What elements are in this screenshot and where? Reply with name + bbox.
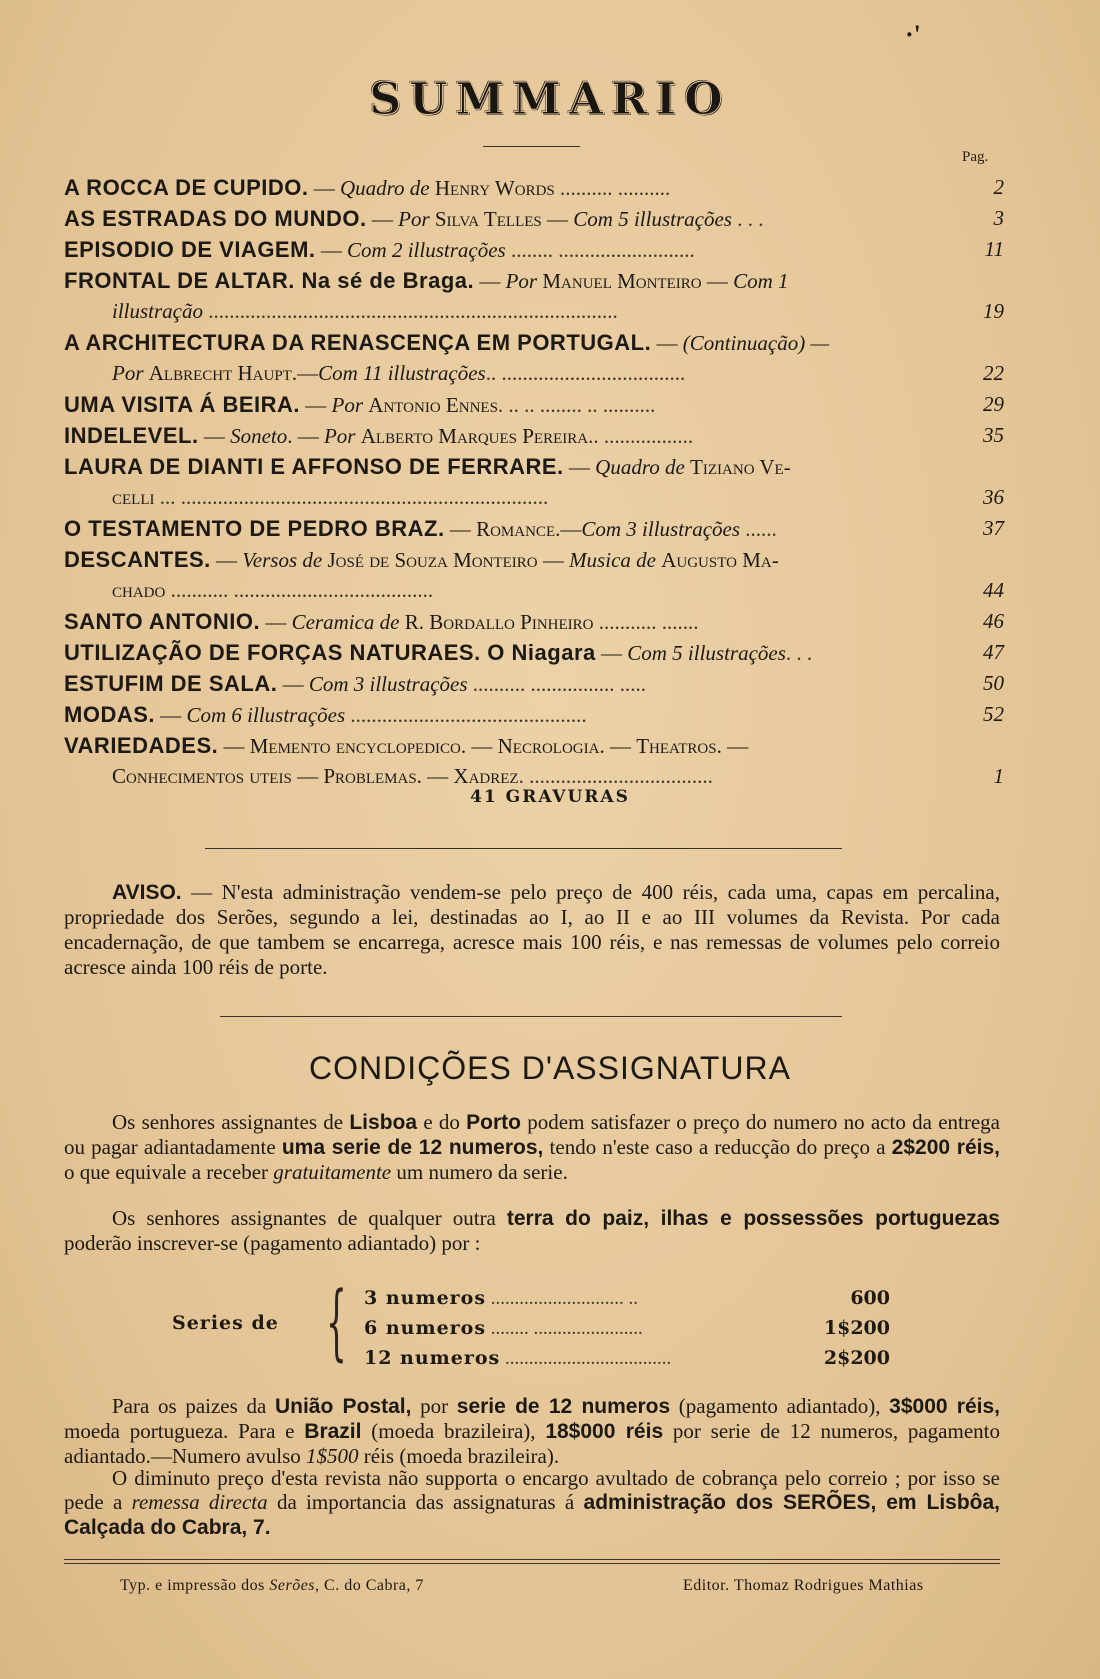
text-run: VARIEDADES. [64, 733, 219, 758]
text-run: 2$200 réis, [891, 1136, 1000, 1159]
aviso-notice [64, 880, 1000, 980]
series-quantity: 3 numeros [364, 1287, 487, 1309]
text-run: Por [505, 269, 543, 293]
text-run: (Continuação) — [682, 331, 830, 355]
series-price: 1$200 [823, 1317, 890, 1339]
text-run: Tiziano Ve- [690, 455, 791, 479]
text-run: por serie de 12 numeros, pagamento adiantado.—Numero avulso [64, 1419, 1000, 1468]
toc-page-number: 3 [993, 206, 1004, 230]
text-run: INDELEVEL. [64, 423, 199, 448]
text-run: Albrecht Haupt [148, 361, 292, 385]
toc-entry-continuation [64, 358, 1004, 389]
gravuras-count: 41 GRAVURAS [470, 787, 630, 807]
text-run: .. ................. [588, 424, 694, 448]
text-run: Soneto [230, 424, 288, 448]
toc-page-number: 2 [993, 175, 1004, 199]
text-run: — [651, 331, 683, 355]
leader-dots: ........ ....................... [486, 1318, 643, 1339]
toc-entry [64, 668, 1004, 699]
toc-entry [64, 513, 1004, 544]
text-run: — [300, 393, 332, 417]
text-run: Romance [476, 517, 556, 541]
text-run: Com 5 illustrações [627, 641, 786, 665]
toc-page-number: 46 [983, 609, 1004, 633]
toc-page-number: 37 [983, 516, 1004, 540]
text-run: ...... [740, 517, 777, 541]
toc-page-number: 35 [983, 423, 1004, 447]
toc-entry [64, 327, 1004, 358]
text-run: (pagamento adiantado), [670, 1394, 890, 1418]
text-run: .— [555, 517, 582, 541]
text-run: . — [599, 734, 637, 758]
toc-entry [64, 265, 1004, 296]
text-run: Serões [269, 1577, 316, 1594]
toc-entry [64, 172, 1004, 203]
text-run: Brazil [304, 1420, 362, 1443]
toc-entry [64, 203, 1004, 234]
text-run: Quadro de [340, 176, 435, 200]
text-run: Ceramica de [291, 610, 405, 634]
text-run: — [315, 238, 348, 262]
text-run: o que equivale a receber [64, 1160, 274, 1184]
text-run: — [218, 734, 250, 758]
toc-entry [64, 420, 1004, 451]
text-run: José de Souza Monteiro [327, 548, 538, 572]
text-run: e do [417, 1110, 467, 1134]
conditions-title: CONDIÇÕES D'ASSIGNATURA [309, 1050, 791, 1086]
divider [205, 848, 842, 849]
footer-editor: Editor. Thomaz Rodrigues Mathias [683, 1577, 924, 1594]
divider [220, 1016, 842, 1017]
text-run: .............................................................................. [203, 299, 618, 323]
text-run: . — [416, 764, 454, 788]
conditions-paragraph [64, 1110, 1000, 1184]
leader-dots: ............................ .. [486, 1288, 639, 1309]
text-run: tendo n'este caso a reducção do preço a [543, 1135, 892, 1159]
toc-entry [64, 699, 1004, 730]
toc-entry-continuation [64, 482, 1004, 513]
series-price: 600 [850, 1287, 890, 1309]
toc-page-number: 47 [983, 640, 1004, 664]
text-run: AS ESTRADAS DO MUNDO. [64, 206, 367, 231]
text-run: — [260, 610, 292, 634]
text-run: . — [287, 424, 324, 448]
text-run: — [291, 764, 324, 788]
toc-page-number: 1 [993, 764, 1004, 788]
toc-page-number: 44 [983, 578, 1004, 602]
toc-entry [64, 389, 1004, 420]
toc-entry [64, 730, 1004, 761]
text-run: .. ................................... [485, 361, 686, 385]
text-run: . — [716, 734, 749, 758]
series-quantity: 12 numeros [364, 1347, 501, 1369]
text-run: Alberto Marques Pereira [360, 424, 589, 448]
text-run: Silva Telles [434, 207, 542, 231]
text-run: Theatros [636, 734, 717, 758]
toc-page-number: 19 [983, 299, 1004, 323]
page-title: SUMMARIO [369, 74, 731, 125]
corner-mark: ·' [905, 20, 921, 49]
text-run: — [537, 548, 570, 572]
toc-entry-continuation [64, 575, 1004, 606]
text-run: A ARCHITECTURA DA RENASCENÇA EM PORTUGAL. [64, 330, 652, 355]
text-run: Os senhores assignantes de qualquer outra [112, 1206, 507, 1230]
text-run: Memento encyclopedico [249, 734, 461, 758]
text-run: Antonio Ennes [368, 393, 498, 417]
paragraph-text [64, 1206, 1000, 1255]
divider [64, 1563, 1000, 1564]
text-run: Com 2 illustrações [347, 238, 506, 262]
text-run: Porto [466, 1111, 521, 1134]
brace: { [326, 1275, 347, 1370]
series-row [364, 1313, 890, 1343]
text-run: Manuel Monteiro [542, 269, 702, 293]
text-run: Por [323, 424, 361, 448]
leader-dots: ................................... [500, 1348, 672, 1369]
text-run: — [198, 424, 231, 448]
series-label: Series de [172, 1312, 279, 1334]
paragraph-text [64, 1110, 1000, 1184]
conditions-paragraph [64, 1394, 1000, 1468]
text-run: MODAS. [64, 702, 155, 727]
text-run: UMA VISITA Á BEIRA. [64, 392, 301, 417]
text-run: poderão inscrever-se (pagamento adiantado) por : [64, 1231, 481, 1255]
text-run: .......... .......... [554, 176, 671, 200]
text-run: Xadrez [453, 764, 519, 788]
text-run: A ROCCA DE CUPIDO. [64, 175, 309, 200]
text-run: Conhecimentos uteis [112, 764, 292, 788]
text-run: EPISODIO DE VIAGEM. [64, 237, 316, 262]
text-run: ... ...................................................................... [154, 485, 549, 509]
text-run: SANTO ANTONIO. [64, 609, 261, 634]
text-run: — N'esta administração vendem-se pelo preço de 400 réis, cada uma, capas em percalina, propriedade dos Serões, segundo a lei, destinadas ao I, ao II e ao III volumes da Revista. Por cada encadernação, de que tambem se encarrega, acresce mais 100 réis, e nas remessas de volumes pelo correio acresce ainda 100 réis de porte. [64, 880, 1000, 979]
text-run: Para os paizes da [112, 1394, 275, 1418]
text-run: Musica de [569, 548, 662, 572]
divider [64, 1559, 1000, 1560]
text-run: Versos de [242, 548, 328, 572]
text-run: — [541, 207, 574, 231]
text-run: por [411, 1394, 457, 1418]
text-run: — [563, 455, 596, 479]
title-rule [483, 146, 580, 147]
text-run: União Postal, [274, 1395, 412, 1418]
toc-page-number: 11 [984, 237, 1004, 261]
text-run: Com 1 [733, 269, 789, 293]
text-run: uma serie de 12 numeros, [281, 1136, 544, 1159]
text-run: . . . [731, 207, 764, 231]
series-row [364, 1343, 890, 1373]
text-run: Augusto Ma- [661, 548, 779, 572]
text-run: Com 6 illustrações [186, 703, 346, 727]
text-run: Typ. e impressão dos [120, 1577, 270, 1594]
text-run: (moeda brazileira), [361, 1419, 546, 1443]
text-run: administração dos SERÕES, em Lisbôa, Calçada do Cabra, 7. [64, 1491, 1000, 1539]
text-run: ESTUFIM DE SALA. [64, 671, 278, 696]
text-run: — [444, 517, 477, 541]
toc-page-number: 50 [983, 671, 1004, 695]
series-price: 2$200 [823, 1347, 890, 1369]
text-run: . — [460, 734, 498, 758]
text-run: Necrologia [497, 734, 600, 758]
text-run: .......... ................ ..... [467, 672, 647, 696]
text-run: — [308, 176, 340, 200]
text-run: .— [291, 361, 319, 385]
text-run: réis (moeda brazileira). [358, 1444, 560, 1468]
text-run: moeda portugueza. Para e [64, 1419, 305, 1443]
text-run: ........ .......................... [505, 238, 695, 262]
text-run: Henry Words [434, 176, 555, 200]
text-run: 1$500 [306, 1444, 359, 1468]
text-run: Por [112, 361, 149, 385]
paragraph-text [64, 1466, 1000, 1540]
text-run: um numero da serie. [391, 1160, 568, 1184]
text-run: Por [398, 207, 435, 231]
text-run: Com 5 illustrações [573, 207, 732, 231]
text-run: Os senhores assignantes de [112, 1110, 350, 1134]
text-run: chado [112, 578, 166, 602]
toc-page-number: 22 [983, 361, 1004, 385]
text-run: Problemas [323, 764, 417, 788]
text-run: . .. .. ........ .. .......... [497, 393, 656, 417]
series-quantity: 6 numeros [364, 1317, 487, 1339]
pag-label: Pag. [962, 149, 989, 165]
text-run: , C. do Cabra, 7 [315, 1577, 424, 1594]
toc-entry [64, 637, 1004, 668]
text-run: — [277, 672, 309, 696]
text-run: . ................................... [518, 764, 713, 788]
text-run: 3$000 réis, [889, 1395, 1001, 1418]
text-run: serie de 12 numeros [456, 1395, 671, 1418]
text-run: DESCANTES. [64, 547, 211, 572]
text-run: 18$000 réis [545, 1420, 664, 1443]
text-run: LAURA DE DIANTI E AFFONSO DE FERRARE. [64, 454, 564, 479]
text-run: Lisboa [349, 1111, 418, 1134]
text-run: — [210, 548, 243, 572]
text-run: Com 3 illustrações [308, 672, 468, 696]
conditions-paragraph [64, 1466, 1000, 1540]
text-run: illustração [112, 299, 204, 323]
text-run: ........... ...................................... [165, 578, 434, 602]
text-run: O TESTAMENTO DE PEDRO BRAZ. [64, 516, 445, 541]
text-run: celli [112, 485, 155, 509]
toc-entry [64, 451, 1004, 482]
text-run: FRONTAL DE ALTAR. Na sé de Braga. [64, 268, 475, 293]
toc-entry [64, 544, 1004, 575]
text-run: remessa directa [131, 1490, 268, 1514]
text-run: terra do paiz, ilhas e possessões portuguezas [506, 1207, 1000, 1230]
text-run: Com 11 illustrações [318, 361, 486, 385]
text-run: Com 3 illustrações [581, 517, 741, 541]
text-run: — [701, 269, 734, 293]
text-run: — [474, 269, 506, 293]
toc-page-number: 29 [983, 392, 1004, 416]
toc-page-number: 36 [983, 485, 1004, 509]
text-run: UTILIZAÇÃO DE FORÇAS NATURAES. O Niagara [64, 640, 596, 665]
text-run: da importancia das assignaturas á [267, 1490, 584, 1514]
text-run: gratuitamente [273, 1160, 392, 1184]
paragraph-text [64, 1394, 1000, 1468]
text-run: Por [331, 393, 369, 417]
text-run: R. Bordallo Pinheiro [404, 610, 594, 634]
text-run: AVISO. [112, 881, 182, 904]
series-row [364, 1283, 890, 1313]
text-run: podem satisfazer o preço do numero no acto da entrega ou pagar adiantadamente [64, 1110, 1000, 1159]
text-run: Quadro de [595, 455, 691, 479]
text-run: . . . [785, 641, 813, 665]
text-run: ........... ....... [593, 610, 699, 634]
conditions-paragraph [64, 1206, 1000, 1255]
table-of-contents [64, 172, 1004, 792]
text-run: O diminuto preço d'esta revista não supporta o encargo avultado de cobrança pelo correio ; por isso se pede a [64, 1466, 1000, 1514]
toc-entry [64, 234, 1004, 265]
toc-page-number: 52 [983, 702, 1004, 726]
toc-entry [64, 606, 1004, 637]
text-run: ............................................. [345, 703, 587, 727]
text-run: — [366, 207, 399, 231]
text-run: — [595, 641, 628, 665]
footer-printer [120, 1577, 424, 1595]
toc-entry-continuation [64, 296, 1004, 327]
text-run: — [155, 703, 187, 727]
